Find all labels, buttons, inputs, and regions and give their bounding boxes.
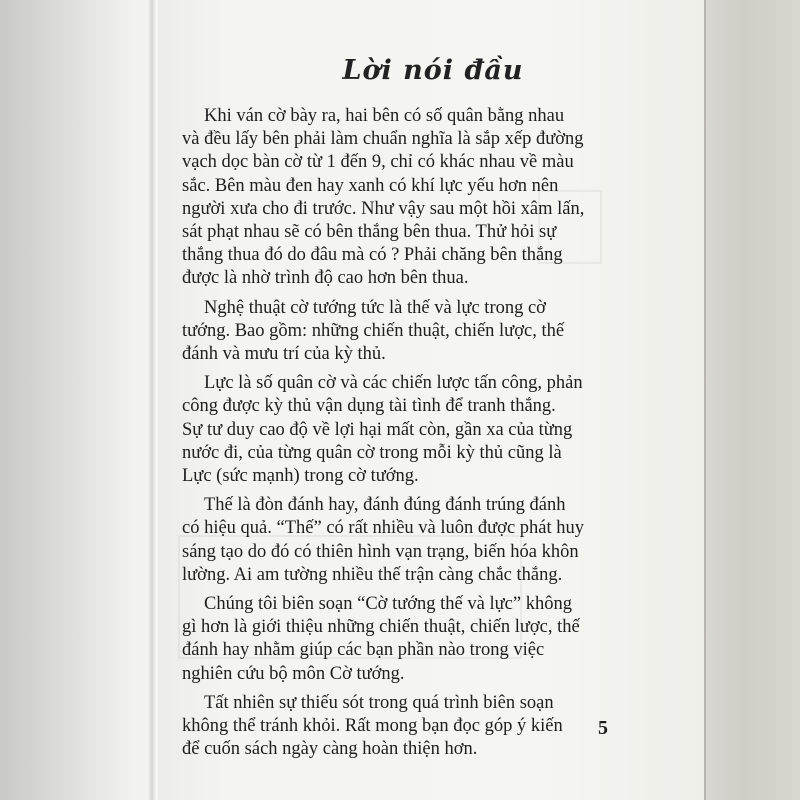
text-line: sát phạt nhau sẽ có bên thắng bên thua. Thử hỏi sự: [182, 222, 557, 243]
text-line: có hiệu quả. “Thế” có rất nhiều và luôn được phát huy: [182, 518, 585, 539]
text-line: và đều lấy bên phải làm chuẩn nghĩa là sắp xếp đường: [182, 129, 584, 150]
text-line: vạch dọc bàn cờ từ 1 đến 9, chỉ có khác nhau về màu: [182, 152, 574, 173]
text-line: Thế là đòn đánh hay, đánh đúng đánh trúng đánh: [204, 495, 566, 516]
text-line: Khi ván cờ bày ra, hai bên có số quân bằng nhau: [204, 106, 565, 126]
paragraph: [182, 297, 676, 367]
text-line: nghiên cứu bộ môn Cờ tướng.: [182, 663, 405, 684]
book-gutter-shadow: [0, 0, 160, 800]
text-line: Sự tư duy cao độ về lợi hại mất còn, gần xa của từng: [182, 419, 573, 440]
text-line: lường. Ai am tường nhiều thế trận càng chắc thắng.: [182, 564, 563, 585]
text-line: để cuốn sách ngày càng hoàn thiện hơn.: [182, 739, 478, 760]
text-line: Tất nhiên sự thiếu sót trong quá trình biên soạn: [204, 692, 554, 713]
text-line: tướng. Bao gồm: những chiến thuật, chiến lược, thế: [182, 320, 565, 341]
text-line: Lực là số quân cờ và các chiến lược tấn công, phản: [204, 373, 583, 394]
text-line: không thể tránh khỏi. Rất mong bạn đọc góp ý kiến: [182, 716, 563, 737]
book-spine-crease: [148, 0, 156, 800]
text-line: sáng tạo do đó có thiên hình vạn trạng, biến hóa khôn: [182, 541, 579, 562]
text-line: đánh hay nhằm giúp các bạn phần nào trong việc: [182, 640, 545, 661]
text-line: sắc. Bên màu đen hay xanh có khí lực yếu hơn nên: [182, 175, 559, 196]
text-line: thắng thua đó do đâu mà có ? Phải chăng bên thắng: [182, 245, 563, 266]
page-number: 5: [598, 717, 608, 739]
text-line: gì hơn là giới thiệu những chiến thuật, chiến lược, thế: [182, 617, 580, 638]
paragraph: [182, 494, 676, 587]
paragraph: [182, 593, 676, 686]
text-line: đánh và mưu trí của kỳ thủ.: [182, 344, 386, 365]
text-line: Lực (sức mạnh) trong cờ tướng.: [182, 466, 419, 487]
text-line: được là nhờ trình độ cao hơn bên thua.: [182, 268, 469, 289]
preface-body: [182, 105, 676, 767]
text-line: nước đi, của từng quân cờ trong mỗi kỳ thủ cũng là: [182, 442, 562, 463]
page-stack-edge: [706, 0, 800, 800]
paragraph: [182, 105, 676, 291]
text-line: công được kỳ thủ vận dụng tài tình để tranh thắng.: [182, 396, 556, 417]
text-line: người xưa cho đi trước. Như vậy sau một hồi xâm lấn,: [182, 198, 585, 219]
text-line: Chúng tôi biên soạn “Cờ tướng thế và lực” không: [204, 594, 572, 615]
page-title: Lời nói đầu: [342, 55, 524, 86]
paragraph: [182, 372, 676, 488]
text-line: Nghệ thuật cờ tướng tức là thế và lực trong cờ: [204, 297, 546, 318]
